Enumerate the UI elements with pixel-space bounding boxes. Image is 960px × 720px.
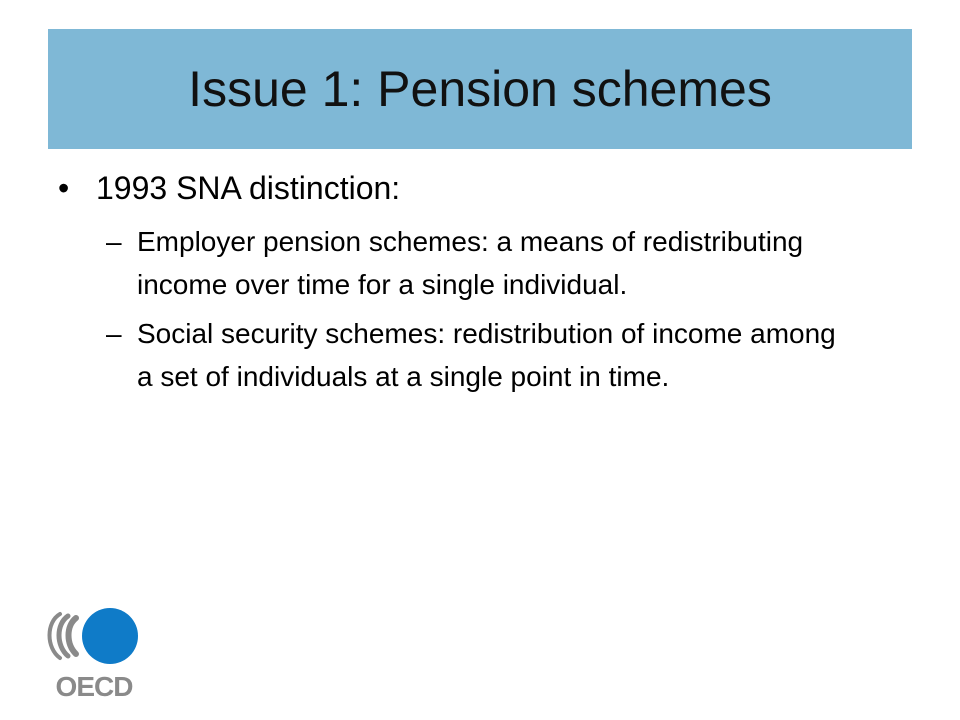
sub-bullet-list [48,220,908,398]
sub-bullet-marker: – [106,318,122,349]
bullet-text: 1993 SNA distinction: [96,170,401,206]
bullet-item [58,168,908,208]
sub-bullet-item [106,220,908,306]
bullet-marker: • [58,170,70,206]
sub-bullet-item [106,312,908,398]
slide-content [48,168,908,404]
title-bar [48,29,912,149]
sub-bullet-marker: – [106,226,122,257]
sub-bullet-text: Employer pension schemes: a means of redistributing income over time for a single individual. [137,226,804,300]
slide-title: Issue 1: Pension schemes [188,61,772,117]
oecd-logo-icon [44,608,144,700]
logo-text: OECD [55,671,133,700]
sub-bullet-text: Social security schemes: redistribution of income among a set of individuals at a single point in time. [137,318,836,392]
oecd-logo [44,608,144,700]
